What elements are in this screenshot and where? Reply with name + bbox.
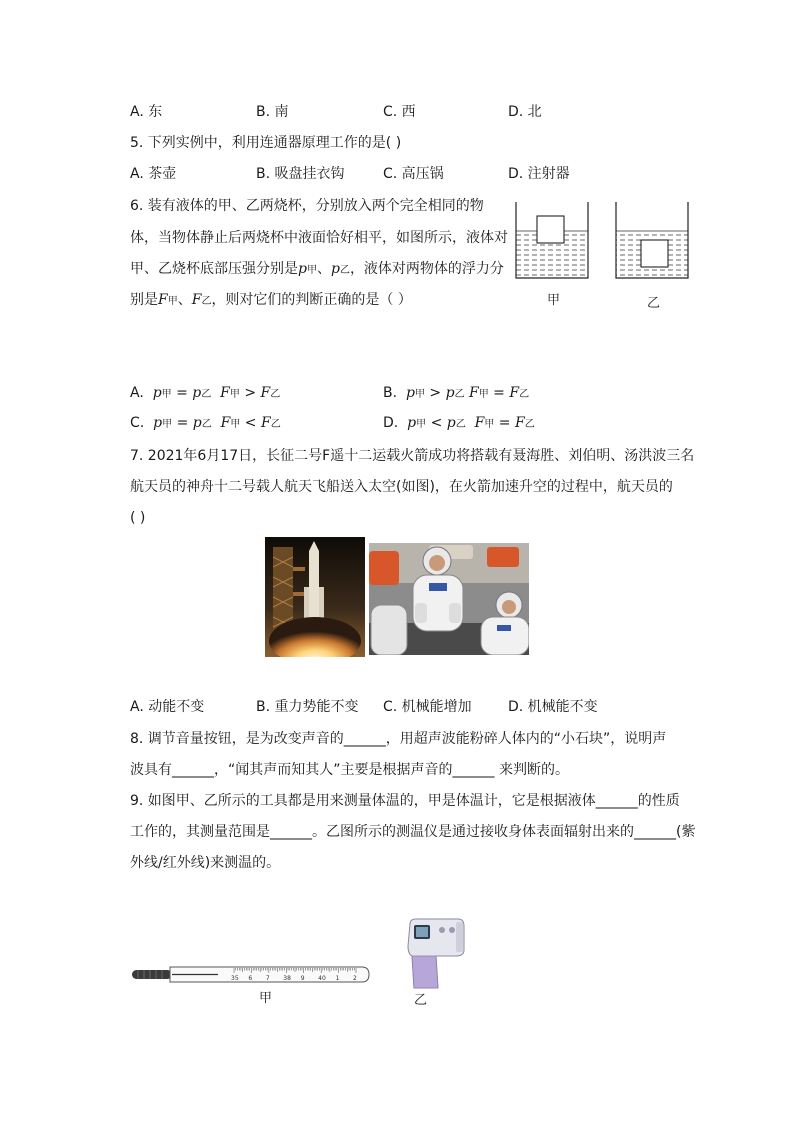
thermometer-scale-label: 1 <box>335 975 340 982</box>
q5-option-b: B. 吸盘挂衣钩 <box>256 166 345 182</box>
q7-option-a: A. 动能不变 <box>130 699 205 715</box>
q7-option-c: C. 机械能增加 <box>383 699 472 715</box>
q7-option-d: D. 机械能不变 <box>508 699 598 715</box>
q7-line1: 7. 2021年6月17日，长征二号F遥十二运载火箭成功将搭载有聂海胜、刘伯明、汤洪波三名 <box>130 448 695 464</box>
rocket-launch-photo <box>265 537 365 657</box>
q6-option-d: D. p甲 < p乙 F甲 = F乙 <box>383 415 535 431</box>
q6-option-c: C. p甲 = p乙 F甲 < F乙 <box>130 415 281 431</box>
thermometer-scale-label: 38 <box>283 975 291 982</box>
object-jia <box>537 216 564 243</box>
beaker-label-yi: 乙 <box>647 296 661 311</box>
q8-line1: 8. 调节音量按钮，是为改变声音的______，用超声波能粉碎人体内的“小石块”，说明声 <box>130 731 667 747</box>
q9-line3: 外线/红外线)来测温的。 <box>130 855 281 871</box>
q6-line4: 别是F甲、F乙，则对它们的判断正确的是（ ） <box>130 292 412 308</box>
object-yi <box>641 240 668 267</box>
thermometer-label-yi: 乙 <box>414 993 428 1008</box>
thermometer-scale-label: 35 <box>231 975 239 982</box>
q4-option-b: B. 南 <box>256 104 289 120</box>
thermometer-scale-label: 6 <box>248 975 253 982</box>
beaker-label-jia: 甲 <box>547 293 561 308</box>
q9-line1: 9. 如图甲、乙所示的工具都是用来测量体温的，甲是体温计，它是根据液体______的性质 <box>130 793 680 809</box>
beaker-yi <box>616 202 688 278</box>
thermometer-scale-label: 7 <box>265 975 270 982</box>
clinical-thermometer <box>130 958 372 994</box>
q6-line1: 6. 装有液体的甲、乙两烧杯，分别放入两个完全相同的物 <box>130 198 484 214</box>
q7-line2: 航天员的神舟十二号载人航天飞船送入太空(如图)，在火箭加速升空的过程中，航天员的 <box>130 479 673 495</box>
q5-option-a: A. 茶壶 <box>130 166 177 182</box>
thermometer-scale-label: 2 <box>353 975 357 982</box>
thermometer-scale-label: 9 <box>300 975 305 982</box>
q6-option-a: A. p甲 = p乙 F甲 > F乙 <box>130 385 281 401</box>
beaker-jia <box>516 202 588 278</box>
q6-line3: 甲、乙烧杯底部压强分别是p甲、p乙，液体对两物体的浮力分 <box>130 261 504 277</box>
q5-stem: 5. 下列实例中，利用连通器原理工作的是( ) <box>130 135 402 151</box>
q5-option-c: C. 高压锅 <box>383 166 444 182</box>
q7-line3: ( ) <box>130 510 146 526</box>
thermometer-label-jia: 甲 <box>259 991 273 1006</box>
q8-line2: 波具有______，“闻其声而知其人”主要是根据声音的______ 来判断的。 <box>130 762 569 778</box>
beaker-figure <box>508 198 704 314</box>
astronauts-photo <box>369 543 529 655</box>
q5-option-d: D. 注射器 <box>508 166 570 182</box>
q6-line2: 体，当物体静止后两烧杯中液面恰好相平，如图所示，液体对 <box>130 230 508 246</box>
q4-option-c: C. 西 <box>383 104 416 120</box>
q6-option-b: B. p甲 > p乙 F甲 = F乙 <box>383 385 530 401</box>
q7-option-b: B. 重力势能不变 <box>256 699 359 715</box>
thermometer-scale-label: 40 <box>318 975 326 982</box>
q4-option-d: D. 北 <box>508 104 542 120</box>
infrared-thermometer <box>400 916 468 992</box>
q9-line2: 工作的，其测量范围是______。乙图所示的测温仪是通过接收身体表面辐射出来的______(紫 <box>130 824 696 840</box>
q4-option-a: A. 东 <box>130 104 163 120</box>
